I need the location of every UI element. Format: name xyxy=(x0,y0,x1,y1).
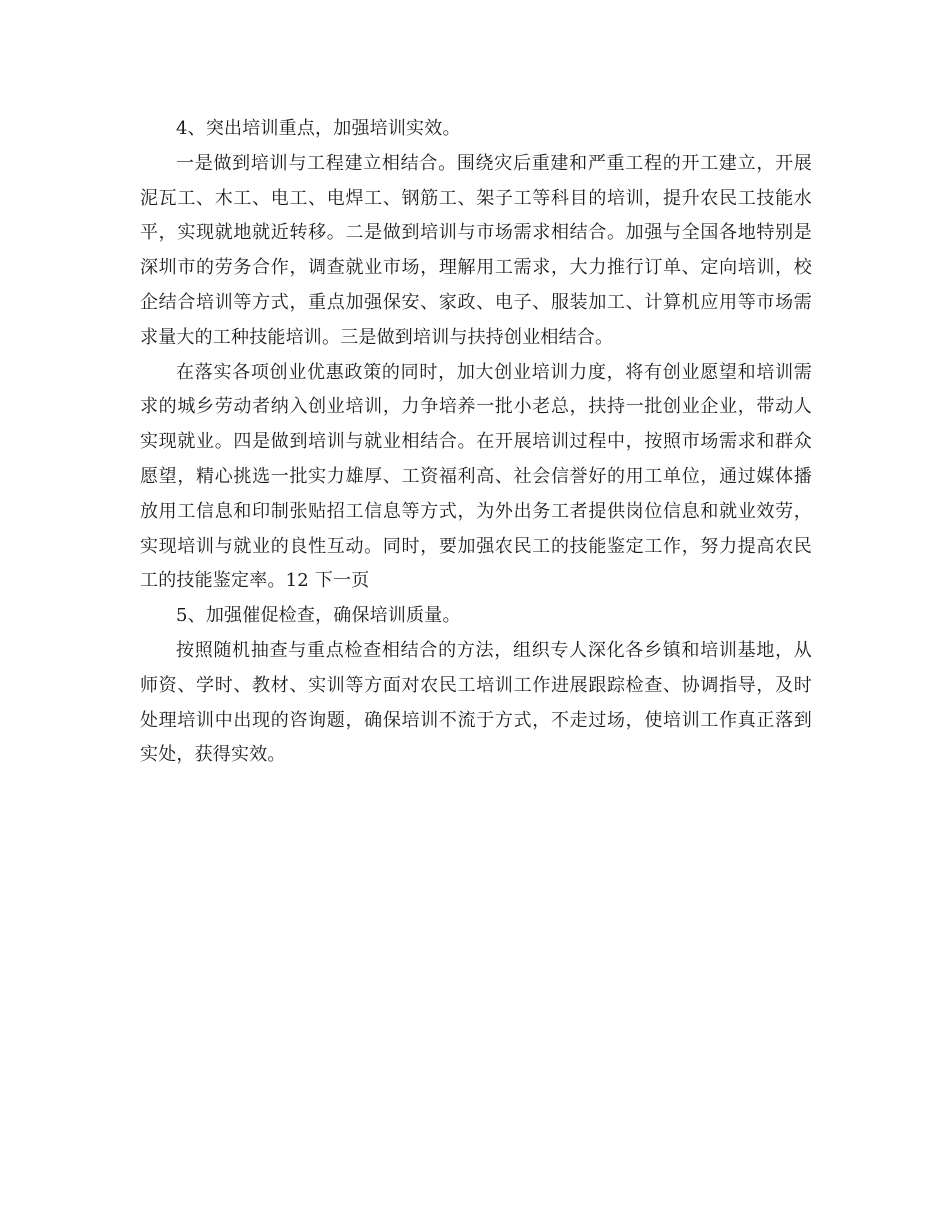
section-heading-4: 4、突出培训重点，加强培训实效。 xyxy=(176,118,461,139)
document-body xyxy=(140,112,812,773)
section-heading-5: 5、加强催促检查，确保培训质量。 xyxy=(176,605,461,627)
paragraph-inspection: 按照随机抽查与重点检查相结合的方法，组织专人深化各乡镇和培训基地，从师资、学时、教材、实训等方面对农民工培训工作进展跟踪检查、协调指导，及时处理培训中出现的咨询题，确保培训不流于方式，不走过场，使培训工作真正落到实处，获得实效。 xyxy=(140,639,812,766)
paragraph-training-combination: 一是做到培训与工程建立相结合。围绕灾后重建和严重工程的开工建立，开展泥瓦工、木工、电工、电焊工、钢筋工、架子工等科目的培训，提升农民工技能水平，实现就地就近转移。二是做到培训与市场需求相结合。加强与全国各地特别是深圳市的劳务合作，调查就业市场，理解用工需求，大力推行订单、定向培训，校企结合培训等方式，重点加强保安、家政、电子、服装加工、计算机应用等市场需求量大的工种技能培训。三是做到培训与扶持创业相结合。 xyxy=(140,152,812,348)
paragraph-entrepreneurship: 在落实各项创业优惠政策的同时，加大创业培训力度，将有创业愿望和培训需求的城乡劳动者纳入创业培训，力争培养一批小老总，扶持一批创业企业，带动人实现就业。四是做到培训与就业相结合。在开展培训过程中，按照市场需求和群众愿望，精心挑选一批实力雄厚、工资福利高、社会信誉好的用工单位，通过媒体播放用工信息和印制张贴招工信息等方式，为外出务工者提供岗位信息和就业效劳，实现培训与就业的良性互动。同时，要加强农民工的技能鉴定工作，努力提高农民工的技能鉴定率。12 下一页 xyxy=(140,361,812,592)
